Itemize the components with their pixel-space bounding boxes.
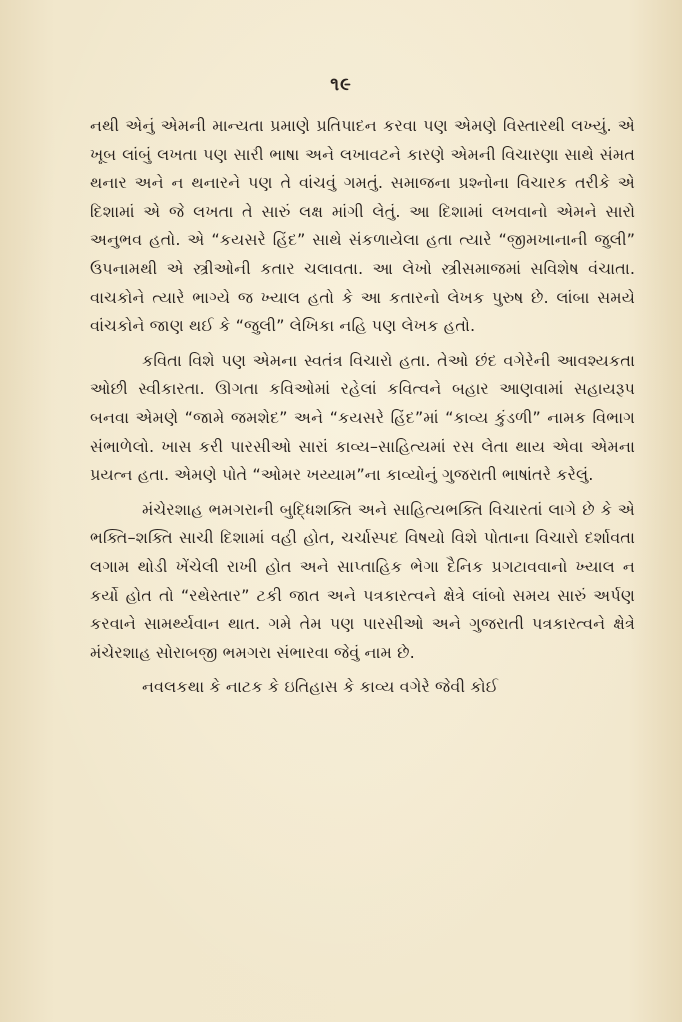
paragraph-continuation: નથી એનું એમની માન્યતા પ્રમાણે પ્રતિપાદન કરવા પણ એમણે વિસ્તારથી લખ્યું. એ ખૂબ લાંબું લખતા પણ સારી ભાષા અને લખાવટને કારણે એમની વિચારણા સાથે સંમત થનાર અને ન થનારને પણ તે વાંચવું ગમતું. સમાજના પ્રશ્નોના વિચારક તરીકે એ દિશામાં એ જે લખતા તે સારું લક્ષ માંગી લેતું. આ દિશામાં લખવાનો એમને સારો અનુભવ હતો. એ “કયસરે હિંદ” સાથે સંકળાયેલા હતા ત્યારે “જીમખાનાની જુલી” ઉપનામથી એ સ્ત્રીઓની કતાર ચલાવતા. આ લેખો સ્ત્રીસમાજમાં સવિશેષ વંચાતા. વાચકોને ત્યારે ભાગ્યે જ ખ્યાલ હતો કે આ કતારનો લેખક પુરુષ છે. લાંબા સમયે વાંચકોને જાણ થઈ કે “જુલી” લેખિકા નહિ પણ લેખક હતો. xyxy=(90,116,635,336)
paragraph-bhamgara-legacy: મંચેરશાહ ભમગરાની બુદ્ધિશક્તિ અને સાહિત્યભક્તિ વિચારતાં લાગે છે કે એ ભક્તિ–શક્તિ સાચી દિશામાં વહી હોત, ચર્ચાસ્પદ વિષયો વિશે પોતાના વિચારો દર્શાવતા લગામ થોડી ખેંચેલી રાખી હોત અને સાપ્તાહિક ભેગા દૈનિક પ્રગટાવવાનો ખ્યાલ ન કર્યો હોત તો “રથેસ્તાર” ટકી જાત અને પત્રકારત્વને ક્ષેત્રે લાંબો સમય સારું અર્પણ કરવાને સામર્થ્યવાન થાત. ગમે તેમ પણ પારસીઓ અને ગુજરાતી પત્રકારત્વને ક્ષેત્રે મંચેરશાહ સોરાબજી ભમગરા સંભારવા જેવું નામ છે. xyxy=(90,499,635,662)
page-number: ૧૯ xyxy=(330,74,352,95)
paragraph-poetry-views: કવિતા વિશે પણ એમના સ્વતંત્ર વિચારો હતા. તેઓ છંદ વગેરેની આવશ્યકતા ઓછી સ્વીકારતા. ઊગતા કવિઓમાં રહેલાં કવિત્વને બહાર આણવામાં સહાયરૂપ બનવા એમણે “જામે જમશેદ” અને “કયસરે હિંદ”માં “કાવ્ય કુંડળી” નામક વિભાગ સંભાળેલો. ખાસ કરી પારસીઓ સારાં કાવ્ય–સાહિત્યમાં રસ લેતા થાય એવા એમના પ્રયત્ન હતા. એમણે પોતે “ઓમર ખય્યામ”ના કાવ્યોનું ગુજરાતી ભાષાંતરે કરેલું. xyxy=(90,350,635,485)
body-text xyxy=(90,112,635,702)
paragraph-trailing-line: નવલકથા કે નાટક કે ઇતિહાસ કે કાવ્ય વગેરે જેવી કોઈ xyxy=(142,677,499,697)
